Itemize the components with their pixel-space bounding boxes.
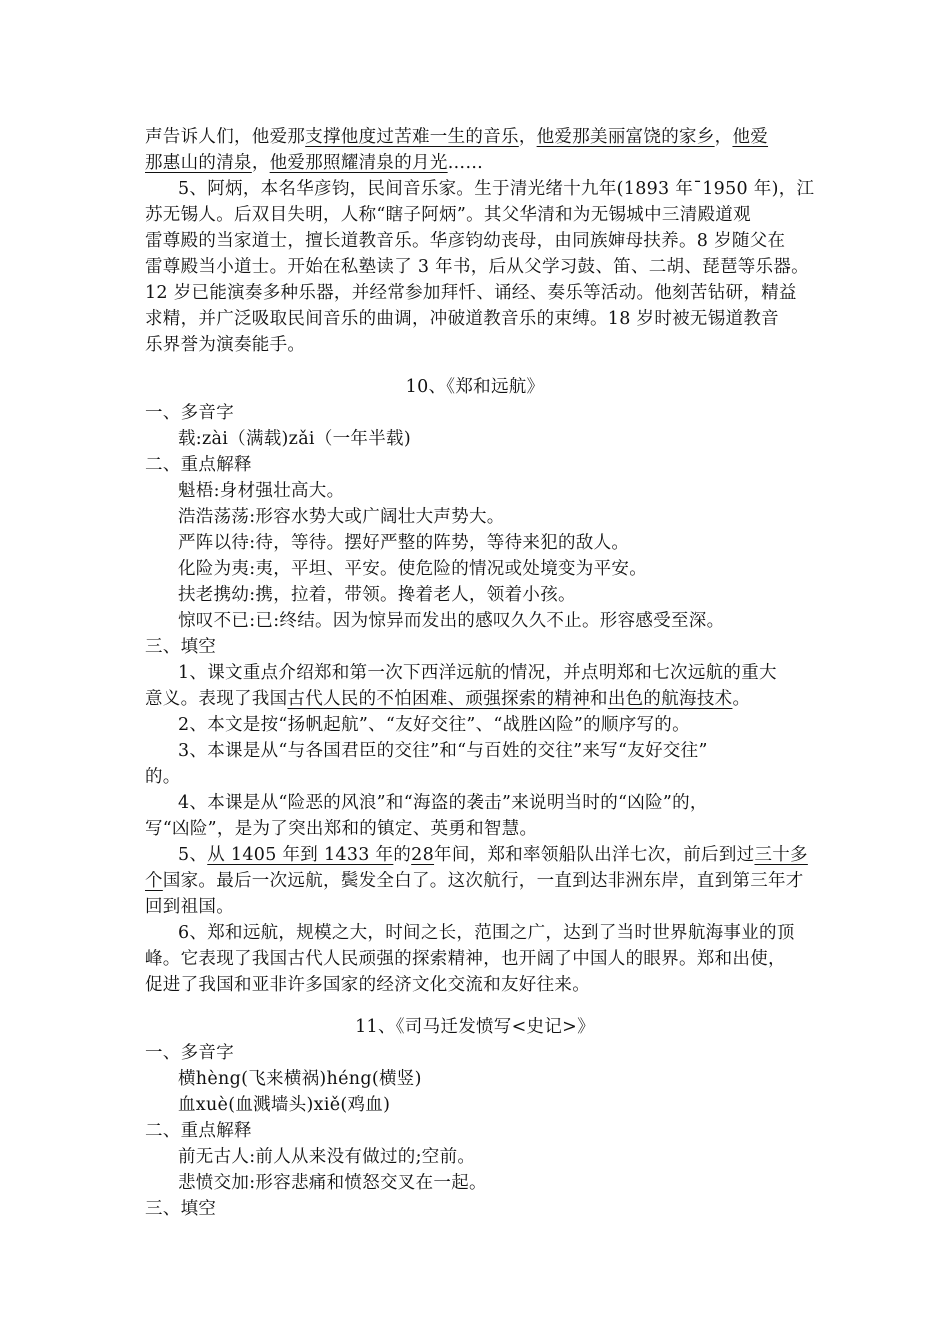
paragraph-line: 雷尊殿当小道士。开始在私塾读了 3 年书，后从父学习鼓、笛、二胡、琵琶等乐器。 [145, 257, 809, 277]
text-line: 那惠山的清泉，他爱那照耀清泉的月光…… [145, 153, 484, 173]
underlined-answer: 他爱 [732, 127, 769, 147]
underlined-answer: 从 1405 年到 1433 年 [207, 845, 394, 865]
lesson-title: 10、《郑和远航》 [405, 377, 545, 397]
fill-line: 2、本文是按“扬帆起航”、“友好交往”、“战胜凶险”的顺序写的。 [178, 715, 690, 735]
polyphone-line: 横hèng(飞来横祸)héng(横竖) [178, 1069, 422, 1089]
fill-line: 意义。表现了我国古代人民的不怕困难、顽强探索的精神和出色的航海技术。 [145, 689, 751, 709]
fill-line: 5、从 1405 年到 1433 年的28年间，郑和率领船队出洋七次，前后到过三十多 [178, 845, 808, 865]
fill-line: 回到祖国。 [145, 897, 234, 917]
underlined-answer: 他爱那美丽富饶的家乡 [536, 127, 715, 147]
section-heading: 一、多音字 [145, 403, 234, 423]
fill-line: 峰。它表现了我国古代人民顽强的探索精神，也开阔了中国人的眼界。郑和出使， [145, 949, 786, 969]
fill-line: 写“凶险”，是为了突出郑和的镇定、英勇和智慧。 [145, 819, 538, 839]
term-line: 严阵以待:待，等待。摆好严整的阵势，等待来犯的敌人。 [178, 533, 630, 553]
fill-line: 促进了我国和亚非许多国家的经济文化交流和友好往来。 [145, 975, 590, 995]
paragraph-line: 求精，并广泛吸取民间音乐的曲调，冲破道教音乐的束缚。18 岁时被无锡道教音 [145, 309, 779, 329]
term-line: 悲愤交加:形容悲痛和愤怒交叉在一起。 [178, 1173, 487, 1193]
underlined-answer: 古代人民的不怕困难、顽强探索的精神 [287, 689, 591, 709]
polyphone-line: 血xuè(血溅墙头)xiě(鸡血) [178, 1095, 391, 1115]
underlined-answer: 他爱那照耀清泉的月光 [269, 153, 448, 173]
fill-line: 个国家。最后一次远航，鬓发全白了。这次航行，一直到达非洲东岸，直到第三年才 [145, 871, 804, 891]
term-line: 惊叹不已:已:终结。因为惊异而发出的感叹久久不止。形容感受至深。 [178, 611, 725, 631]
term-line: 前无古人:前人从来没有做过的;空前。 [178, 1147, 476, 1167]
fill-line: 1、课文重点介绍郑和第一次下西洋远航的情况，并点明郑和七次远航的重大 [178, 663, 777, 683]
fill-line: 6、郑和远航，规模之大，时间之长，范围之广，达到了当时世界航海事业的顶 [178, 923, 795, 943]
lesson-title: 11、《司马迁发愤写<史记>》 [355, 1017, 595, 1037]
paragraph-line: 雷尊殿的当家道士，擅长道教音乐。华彦钧幼丧母，由同族婶母扶养。8 岁随父在 [145, 231, 786, 251]
polyphone-line: 载:zài（满载)zǎi（一年半载) [178, 429, 411, 449]
fill-line: 3、本课是从“与各国君臣的交往”和“与百姓的交往”来写“友好交往” [178, 741, 708, 761]
section-heading: 二、重点解释 [145, 455, 252, 475]
section-heading: 二、重点解释 [145, 1121, 252, 1141]
underlined-answer: 出色的航海技术 [607, 689, 733, 709]
term-line: 魁梧:身材强壮高大。 [178, 481, 345, 501]
paragraph-line: 苏无锡人。后双目失明，人称“瞎子阿炳”。其父华清和为无锡城中三清殿道观 [145, 205, 751, 225]
paragraph-line: 12 岁已能演奏多种乐器，并经常参加拜忏、诵经、奏乐等活动。他刻苦钻研，精益 [145, 283, 797, 303]
section-heading: 三、填空 [145, 1199, 217, 1219]
paragraph-line: 乐界誉为演奏能手。 [145, 335, 306, 355]
underlined-answer: 三十多 [754, 845, 808, 865]
term-line: 化险为夷:夷，平坦、平安。使危险的情况或处境变为平安。 [178, 559, 647, 579]
underlined-answer: 个 [145, 871, 163, 891]
term-line: 扶老携幼:携，拉着，带领。搀着老人，领着小孩。 [178, 585, 576, 605]
fill-line: 4、本课是从“险恶的风浪”和“海盗的袭击”来说明当时的“凶险”的， [178, 793, 708, 813]
fill-line: 的。 [145, 767, 181, 787]
section-heading: 三、填空 [145, 637, 217, 657]
paragraph-line: 5、阿炳，本名华彦钧，民间音乐家。生于清光绪十九年(1893 年ˉ1950 年)，江 [178, 179, 815, 199]
text-line: 声告诉人们，他爱那支撑他度过苦难一生的音乐，他爱那美丽富饶的家乡，他爱 [145, 127, 769, 147]
term-line: 浩浩荡荡:形容水势大或广阔壮大声势大。 [178, 507, 505, 527]
underlined-answer: 那惠山的清泉 [145, 153, 252, 173]
underlined-answer: 支撑他度过苦难一生的音乐 [305, 127, 519, 147]
section-heading: 一、多音字 [145, 1043, 234, 1063]
underlined-answer: 28 [411, 845, 435, 865]
